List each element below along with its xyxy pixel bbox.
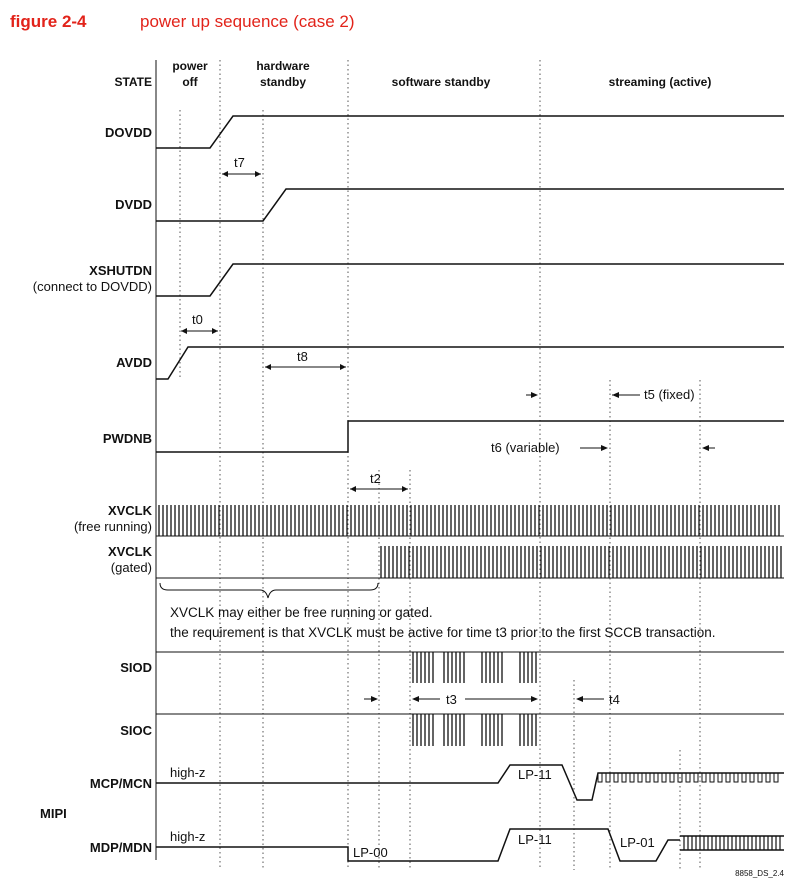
signal-mdp-label: MDP/MDN <box>89 840 152 855</box>
note-line-1: XVCLK may either be free running or gated. <box>170 605 433 620</box>
waveform-siod <box>156 652 784 683</box>
signal-mipi-label: MIPI <box>40 806 67 821</box>
lp11-b-label: LP-11 <box>518 832 552 847</box>
timing-t0 <box>181 328 218 334</box>
state-power-off-line2: off <box>182 75 198 89</box>
waveform-pwdnb <box>156 421 784 452</box>
signal-xvclk-gated-label: XVCLK <box>107 544 152 559</box>
signal-avdd-label: AVDD <box>116 355 152 370</box>
t5-label: t5 (fixed) <box>644 387 695 402</box>
t0-label: t0 <box>192 312 203 327</box>
figure-ref-code: 8858_DS_2.4 <box>735 869 784 878</box>
signal-dvdd-label: DVDD <box>115 197 152 212</box>
t7-label: t7 <box>234 155 245 170</box>
timing-t7 <box>222 171 261 177</box>
mcp-highz-label: high-z <box>170 765 206 780</box>
signal-pwdnb-label: PWDNB <box>102 431 152 446</box>
signal-xvclk-gated-note: (gated) <box>110 560 152 575</box>
state-header: STATE <box>114 75 152 89</box>
mdp-highz-label: high-z <box>170 829 206 844</box>
figure-number: figure 2-4 <box>10 12 87 31</box>
note-line-2: the requirement is that XVCLK must be active for time t3 prior to the first SCCB transaction. <box>170 625 716 640</box>
state-power-off-line1: power <box>172 59 208 73</box>
xvclk-brace <box>160 583 378 598</box>
timing-t5 <box>526 392 640 398</box>
waveform-mdp-data <box>680 836 784 850</box>
state-hardware-standby-line1: hardware <box>256 59 310 73</box>
timing-t2 <box>350 486 408 492</box>
waveform-mcp-clock <box>598 773 778 782</box>
signal-xshutdn-label: XSHUTDN <box>89 263 152 278</box>
t3-label: t3 <box>446 692 457 707</box>
timing-t6 <box>580 445 715 451</box>
state-streaming: streaming (active) <box>608 75 712 89</box>
waveform-mdp <box>156 829 680 861</box>
t6-label: t6 (variable) <box>491 440 560 455</box>
signal-mcp-label: MCP/MCN <box>89 776 152 791</box>
t2-label: t2 <box>370 471 381 486</box>
signal-xvclk-free-label: XVCLK <box>107 503 152 518</box>
waveform-dovdd <box>156 116 784 148</box>
lp00-label: LP-00 <box>353 845 388 860</box>
lp01-label: LP-01 <box>620 835 655 850</box>
figure-title: power up sequence (case 2) <box>140 12 355 31</box>
signal-siod-label: SIOD <box>120 660 152 675</box>
signal-dovdd-label: DOVDD <box>105 125 152 140</box>
waveform-sioc <box>156 714 784 746</box>
waveform-avdd <box>156 347 784 379</box>
lp11-a-label: LP-11 <box>518 767 552 782</box>
waveform-xvclk-gated <box>156 546 784 578</box>
waveform-dvdd <box>156 189 784 221</box>
t4-label: t4 <box>609 692 620 707</box>
waveform-xshutdn <box>156 264 784 296</box>
signal-xvclk-free-note: (free running) <box>73 519 152 534</box>
signal-xshutdn-note: (connect to DOVDD) <box>32 279 152 294</box>
timing-t4 <box>576 696 604 702</box>
timing-t8 <box>265 364 346 370</box>
t8-label: t8 <box>297 349 308 364</box>
signal-sioc-label: SIOC <box>120 723 152 738</box>
state-boundaries <box>156 60 700 870</box>
waveform-xvclk-free <box>156 505 784 536</box>
state-hardware-standby-line2: standby <box>259 75 307 89</box>
state-software-standby: software standby <box>391 75 491 89</box>
